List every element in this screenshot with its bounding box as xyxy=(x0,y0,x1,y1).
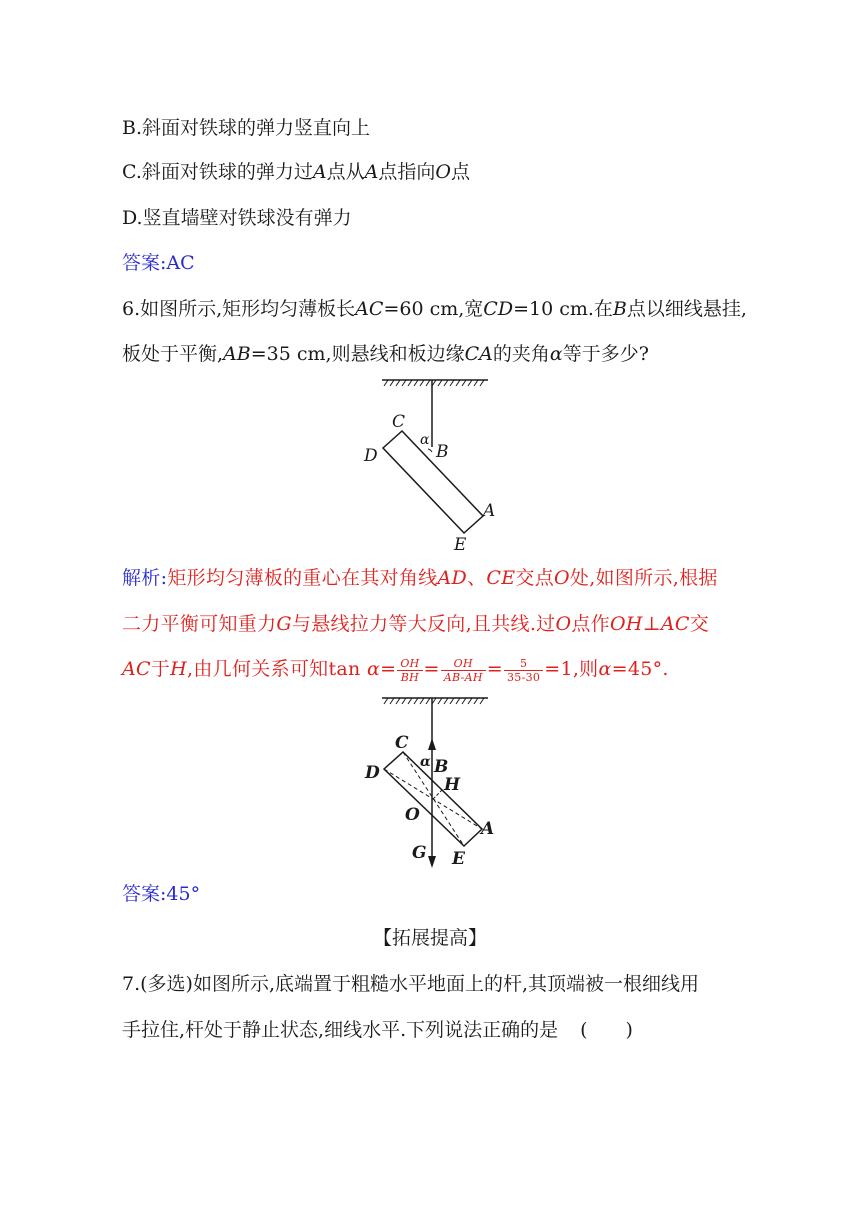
analysis-line2: 二力平衡可知重力G与悬线拉力等大反向,且共线.过O点作OH⊥AC交 xyxy=(122,613,710,635)
fraction-oh-bh: $\frac{OH}{BH}$ xyxy=(397,657,422,684)
rectangular-plate xyxy=(383,431,483,533)
gravity-arrowhead xyxy=(428,856,436,868)
label-e: E xyxy=(454,535,467,554)
label-b: B xyxy=(434,757,449,777)
label-b: B xyxy=(436,442,449,462)
label-c: C xyxy=(395,733,409,753)
label-g: G xyxy=(412,843,427,863)
label-a: A xyxy=(481,819,495,839)
label-a: A xyxy=(483,501,496,521)
fraction-oh-ab-ah: $\frac{OH}{AB-AH}$ xyxy=(441,657,486,684)
figure-force-analysis xyxy=(360,692,510,876)
question-7-line1: 7.(多选)如图所示,底端置于粗糙水平地面上的杆,其顶端被一根细线用 xyxy=(122,973,700,995)
angle-arc xyxy=(428,449,432,452)
label-h: H xyxy=(444,775,461,795)
label-d: D xyxy=(365,763,380,783)
answer-blank: ( ) xyxy=(580,1019,633,1041)
answer-q5: 答案:AC xyxy=(122,252,195,274)
perpendicular-oh xyxy=(433,790,442,799)
question-6-line1: 6.如图所示,矩形均匀薄板长AC=60 cm,宽CD=10 cm.在B点以细线悬挂, xyxy=(122,298,747,320)
ceiling-hatch xyxy=(382,380,488,386)
analysis-line3: AC于H,由几何关系可知tan α= $\frac{OH}{BH}$ = $\frac{OH}{AB-AH}$ = $\frac{5}{35-30}$ =1,则α=45°. xyxy=(122,656,669,684)
option-d: D.竖直墙壁对铁球没有弹力 xyxy=(122,207,352,229)
label-e: E xyxy=(452,849,465,869)
label-alpha: α xyxy=(420,754,431,770)
analysis-line1: 解析:矩形均匀薄板的重心在其对角线AD、CE交点O处,如图所示,根据 xyxy=(122,567,718,589)
question-7-line2: 手拉住,杆处于静止状态,细线水平.下列说法正确的是 ( ) xyxy=(122,1019,633,1041)
tension-arrowhead xyxy=(428,738,436,750)
fraction-5-35-30: $\frac{5}{35-30}$ xyxy=(504,657,543,684)
figure-hanging-plate xyxy=(360,374,510,554)
label-c: C xyxy=(392,412,406,432)
label-o: O xyxy=(405,805,420,825)
label-alpha: α xyxy=(420,432,430,448)
answer-q6: 答案:45° xyxy=(122,883,201,905)
option-c: C.斜面对铁球的弹力过A点从A点指向O点 xyxy=(122,161,470,183)
ceiling-hatch xyxy=(382,698,488,704)
question-6-line2: 板处于平衡,AB=35 cm,则悬线和板边缘CA的夹角α等于多少? xyxy=(122,343,649,365)
label-d: D xyxy=(364,446,378,466)
section-title: 【拓展提高】 xyxy=(372,927,487,949)
option-b: B.斜面对铁球的弹力竖直向上 xyxy=(122,117,371,139)
